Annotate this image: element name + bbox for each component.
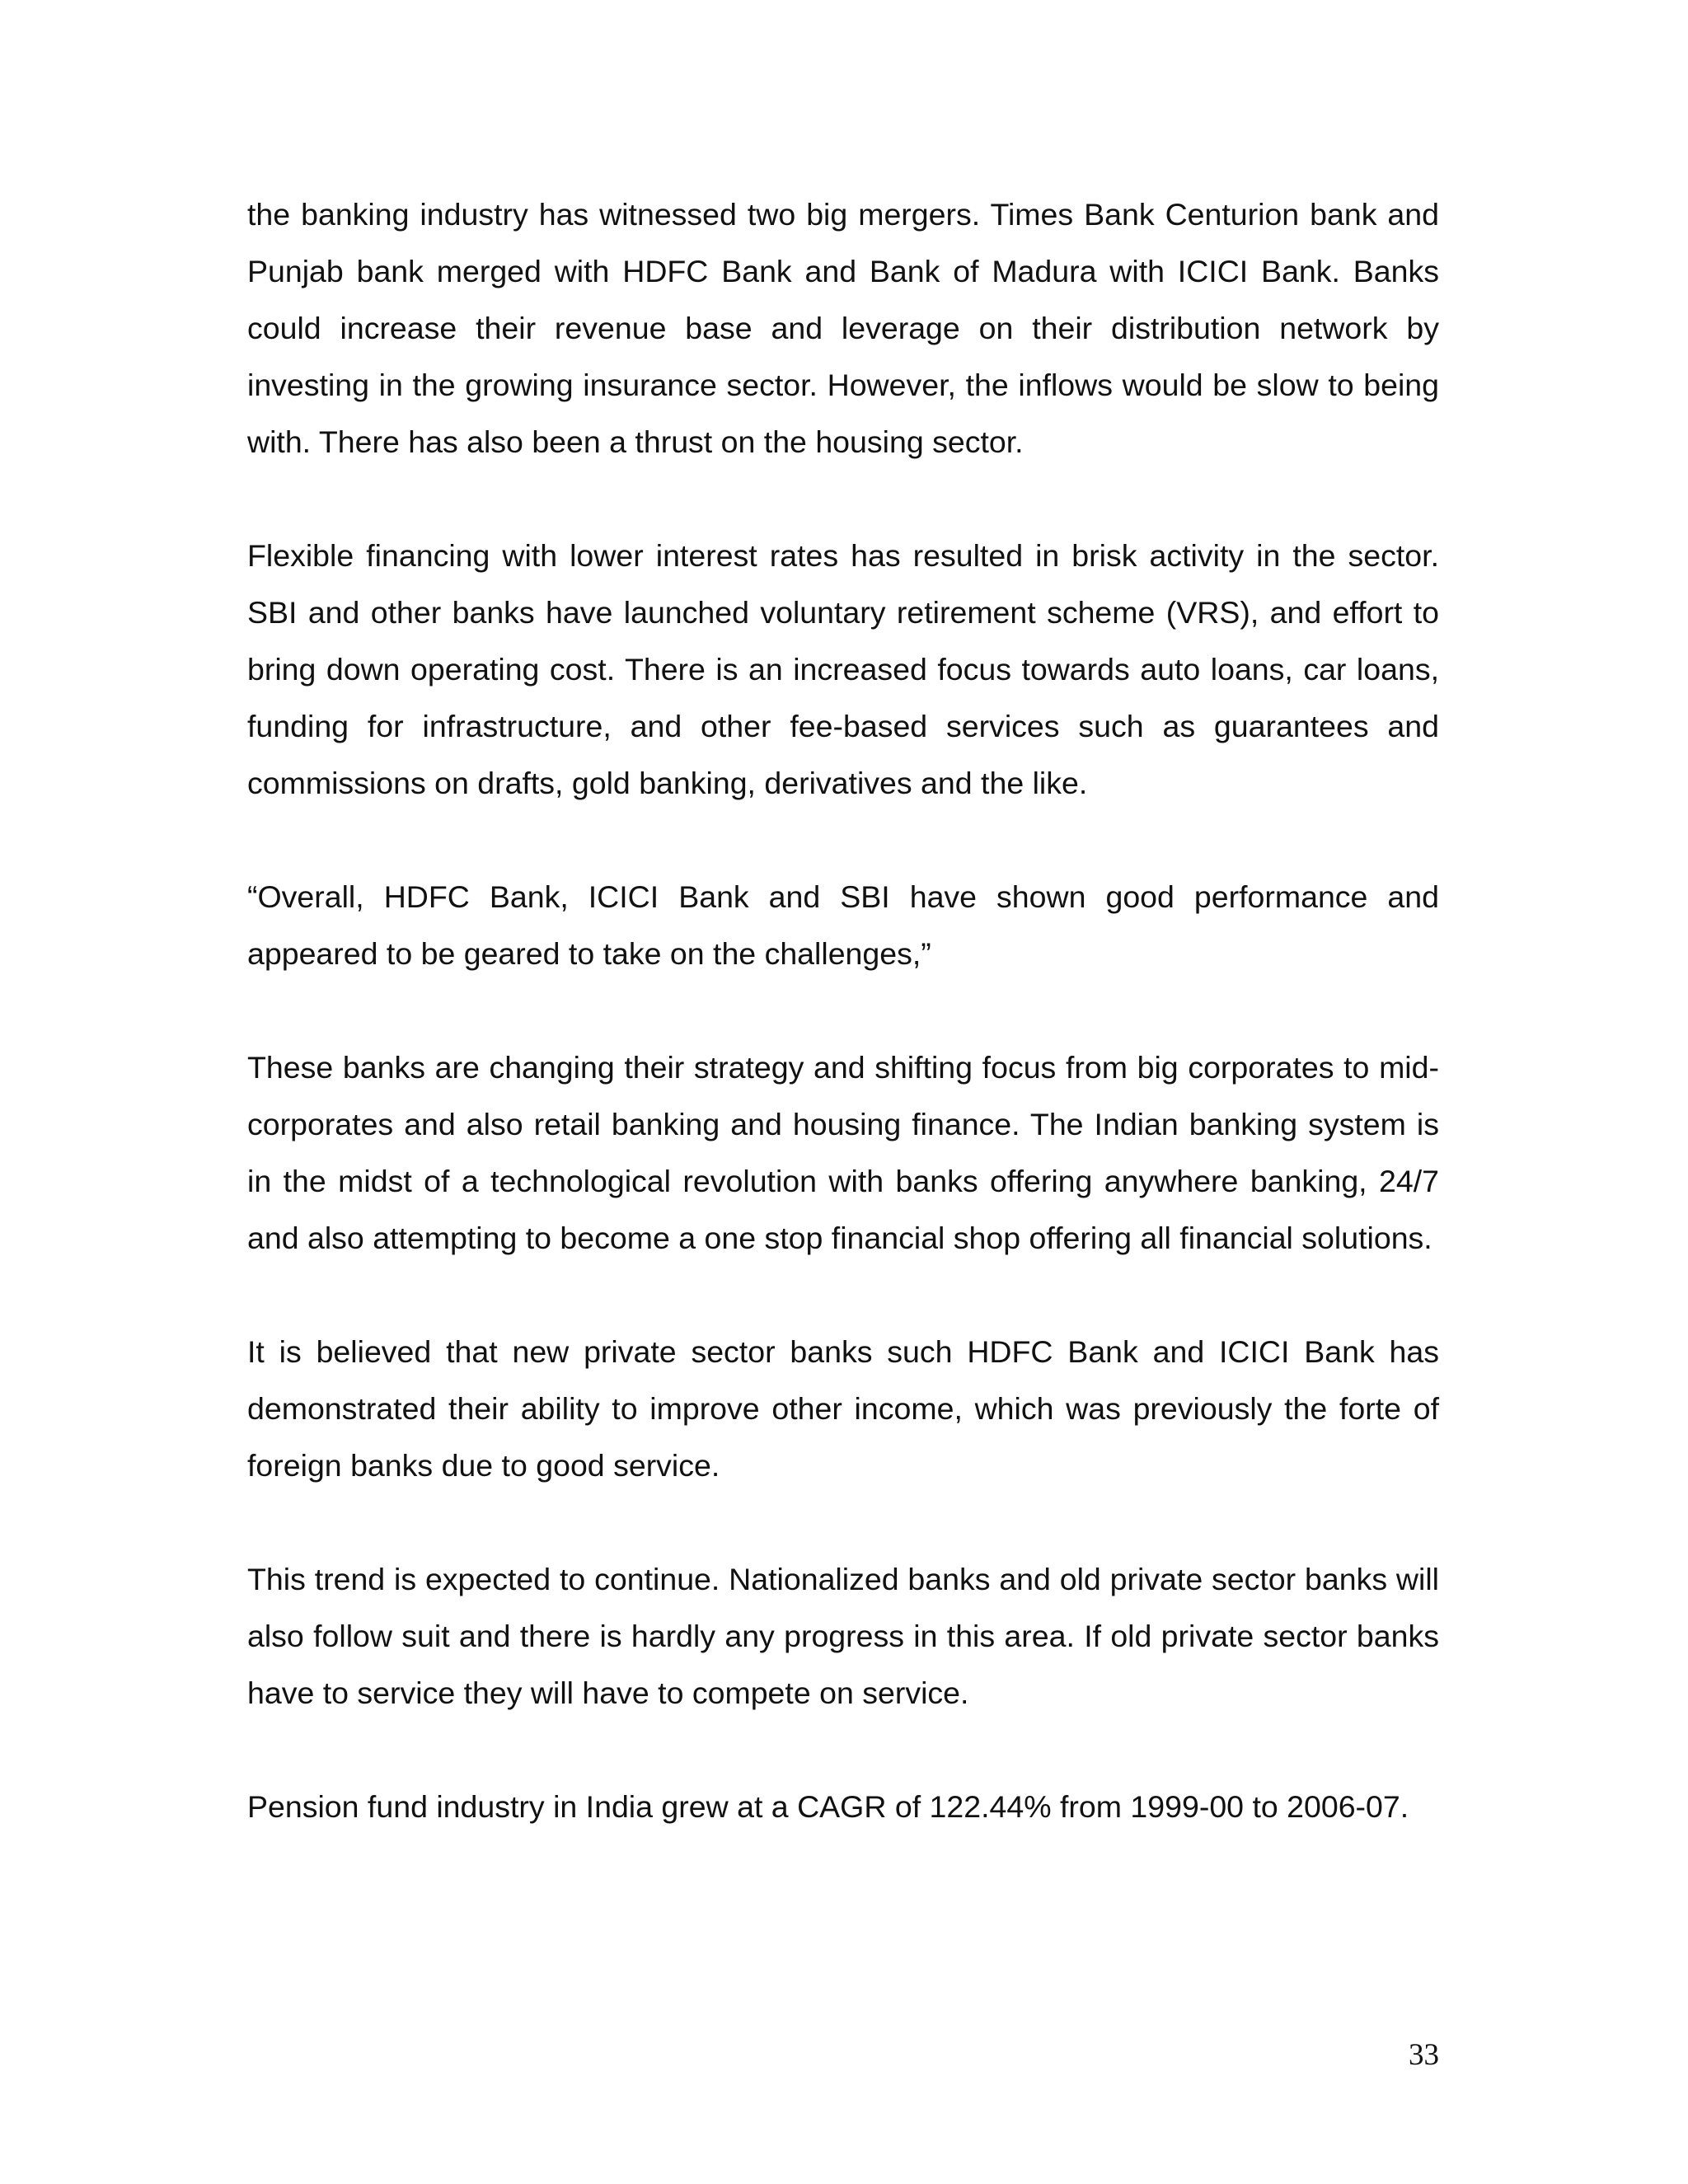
paragraph-1: the banking industry has witnessed two big mergers. Times Bank Centurion bank and Punjab bank merged with HDFC Bank and Bank of Madura with ICICI Bank. Banks could increase their revenue base and leverage on their distribution network by investing in the growing insurance sector. However, the inflows would be slow to being with. There has also been a thrust on the housing sector. <box>247 197 1439 459</box>
paragraph-5: It is believed that new private sector banks such HDFC Bank and ICICI Bank has demonstrated their ability to improve other income, which was previously the forte of foreign banks due to good service. <box>247 1334 1439 1483</box>
paragraph-2: Flexible financing with lower interest rates has resulted in brisk activity in the sector. SBI and other banks have launched voluntary retirement scheme (VRS), and effort to bring down operating cost. There is an increased focus towards auto loans, car loans, funding for infrastructure, and other fee-based services such as guarantees and commissions on drafts, gold banking, derivatives and the like. <box>247 538 1439 800</box>
paragraph-6: This trend is expected to continue. Nationalized banks and old private sector banks will also follow suit and there is hardly any progress in this area. If old private sector banks have to service they will have to compete on service. <box>247 1562 1439 1710</box>
paragraph-7: Pension fund industry in India grew at a CAGR of 122.44% from 1999-00 to 2006-07. <box>247 1789 1409 1824</box>
paragraph-3: “Overall, HDFC Bank, ICICI Bank and SBI have shown good performance and appeared to be geared to take on the challenges,” <box>247 879 1439 971</box>
body-text <box>247 186 1439 1835</box>
page-number: 33 <box>1409 2038 1439 2072</box>
paragraph-4: These banks are changing their strategy and shifting focus from big corporates to mid-corporates and also retail banking and housing finance. The Indian banking system is in the midst of a technological revolution with banks offering anywhere banking, 24/7 and also attempting to become a one stop financial shop offering all financial solutions. <box>247 1050 1439 1255</box>
